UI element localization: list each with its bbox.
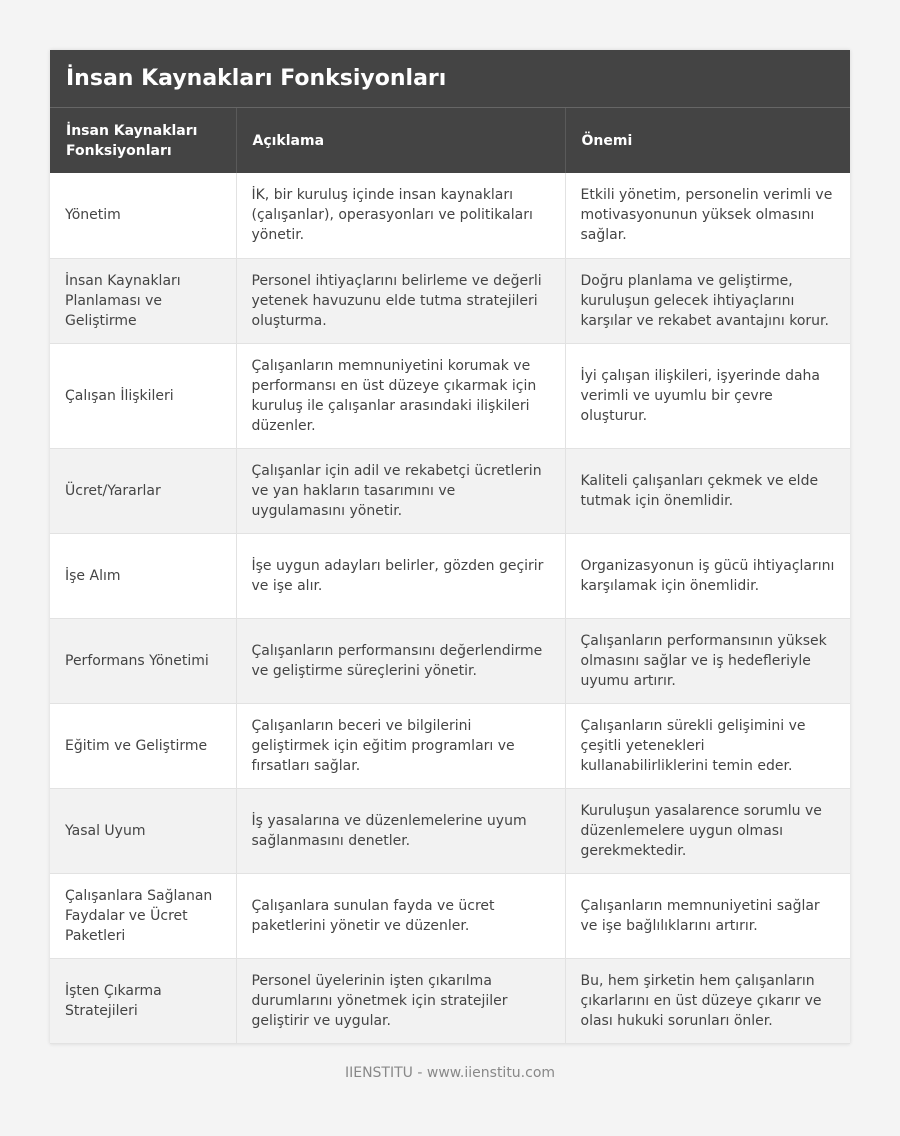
cell-function: İşe Alım	[50, 533, 236, 618]
cell-description: Çalışanların beceri ve bilgilerini geliştirmek için eğitim programları ve fırsatları sağlar.	[236, 703, 565, 788]
footer-credit: IIENSTITU - www.iienstitu.com	[344, 1065, 556, 1081]
cell-function: İşten Çıkarma Stratejileri	[50, 958, 236, 1043]
cell-description: İK, bir kuruluş içinde insan kaynakları (çalışanlar), operasyonları ve politikaları yönetir.	[236, 173, 565, 258]
cell-function: Yönetim	[50, 173, 236, 258]
header-importance: Önemi	[565, 108, 850, 173]
table-row	[50, 873, 850, 958]
table-row	[50, 343, 850, 448]
cell-function: Ücret/Yararlar	[50, 448, 236, 533]
cell-importance: Organizasyonun iş gücü ihtiyaçlarını karşılamak için önemlidir.	[565, 533, 850, 618]
table-row	[50, 703, 850, 788]
table-row	[50, 533, 850, 618]
cell-importance: Çalışanların memnuniyetini sağlar ve işe bağlılıklarını artırır.	[565, 873, 850, 958]
table-row	[50, 958, 850, 1043]
cell-description: Personel üyelerinin işten çıkarılma durumlarını yönetmek için stratejiler geliştirir ve uygular.	[236, 958, 565, 1043]
cell-function: Çalışan İlişkileri	[50, 343, 236, 448]
cell-importance: İyi çalışan ilişkileri, işyerinde daha verimli ve uyumlu bir çevre oluşturur.	[565, 343, 850, 448]
cell-description: İşe uygun adayları belirler, gözden geçirir ve işe alır.	[236, 533, 565, 618]
header-row	[50, 108, 850, 173]
cell-importance: Doğru planlama ve geliştirme, kuruluşun gelecek ihtiyaçlarını karşılar ve rekabet avantajını korur.	[565, 258, 850, 343]
cell-importance: Çalışanların performansının yüksek olmasını sağlar ve iş hedefleriyle uyumu artırır.	[565, 618, 850, 703]
cell-importance: Kuruluşun yasalarence sorumlu ve düzenlemelere uygun olması gerekmektedir.	[565, 788, 850, 873]
cell-function: İnsan Kaynakları Planlaması ve Geliştirme	[50, 258, 236, 343]
header-description: Açıklama	[236, 108, 565, 173]
cell-importance: Etkili yönetim, personelin verimli ve motivasyonunun yüksek olmasını sağlar.	[565, 173, 850, 258]
cell-description: Çalışanların memnuniyetini korumak ve performansı en üst düzeye çıkarmak için kuruluş ile çalışanlar arasındaki ilişkileri düzenler.	[236, 343, 565, 448]
cell-description: Çalışanların performansını değerlendirme ve geliştirme süreçlerini yönetir.	[236, 618, 565, 703]
table-row	[50, 448, 850, 533]
cell-description: İş yasalarına ve düzenlemelerine uyum sağlanmasını denetler.	[236, 788, 565, 873]
cell-importance: Çalışanların sürekli gelişimini ve çeşitli yetenekleri kullanabilirliklerini temin eder.	[565, 703, 850, 788]
cell-importance: Kaliteli çalışanları çekmek ve elde tutmak için önemlidir.	[565, 448, 850, 533]
cell-description: Çalışanlara sunulan fayda ve ücret paketlerini yönetir ve düzenler.	[236, 873, 565, 958]
table-row	[50, 788, 850, 873]
cell-function: Eğitim ve Geliştirme	[50, 703, 236, 788]
table-row	[50, 258, 850, 343]
cell-description: Çalışanlar için adil ve rekabetçi ücretlerin ve yan hakların tasarımını ve uygulamasını yönetir.	[236, 448, 565, 533]
table-row	[50, 173, 850, 258]
cell-importance: Bu, hem şirketin hem çalışanların çıkarlarını en üst düzeye çıkarır ve olası hukuki sorunları önler.	[565, 958, 850, 1043]
cell-description: Personel ihtiyaçlarını belirleme ve değerli yetenek havuzunu elde tutma stratejileri oluşturma.	[236, 258, 565, 343]
header-function: İnsan Kaynakları Fonksiyonları	[50, 108, 236, 173]
hr-functions-table	[50, 108, 850, 1044]
cell-function: Çalışanlara Sağlanan Faydalar ve Ücret Paketleri	[50, 873, 236, 958]
table-row	[50, 618, 850, 703]
cell-function: Yasal Uyum	[50, 788, 236, 873]
table-title: İnsan Kaynakları Fonksiyonları	[50, 50, 850, 108]
hr-functions-card	[50, 50, 850, 1044]
cell-function: Performans Yönetimi	[50, 618, 236, 703]
